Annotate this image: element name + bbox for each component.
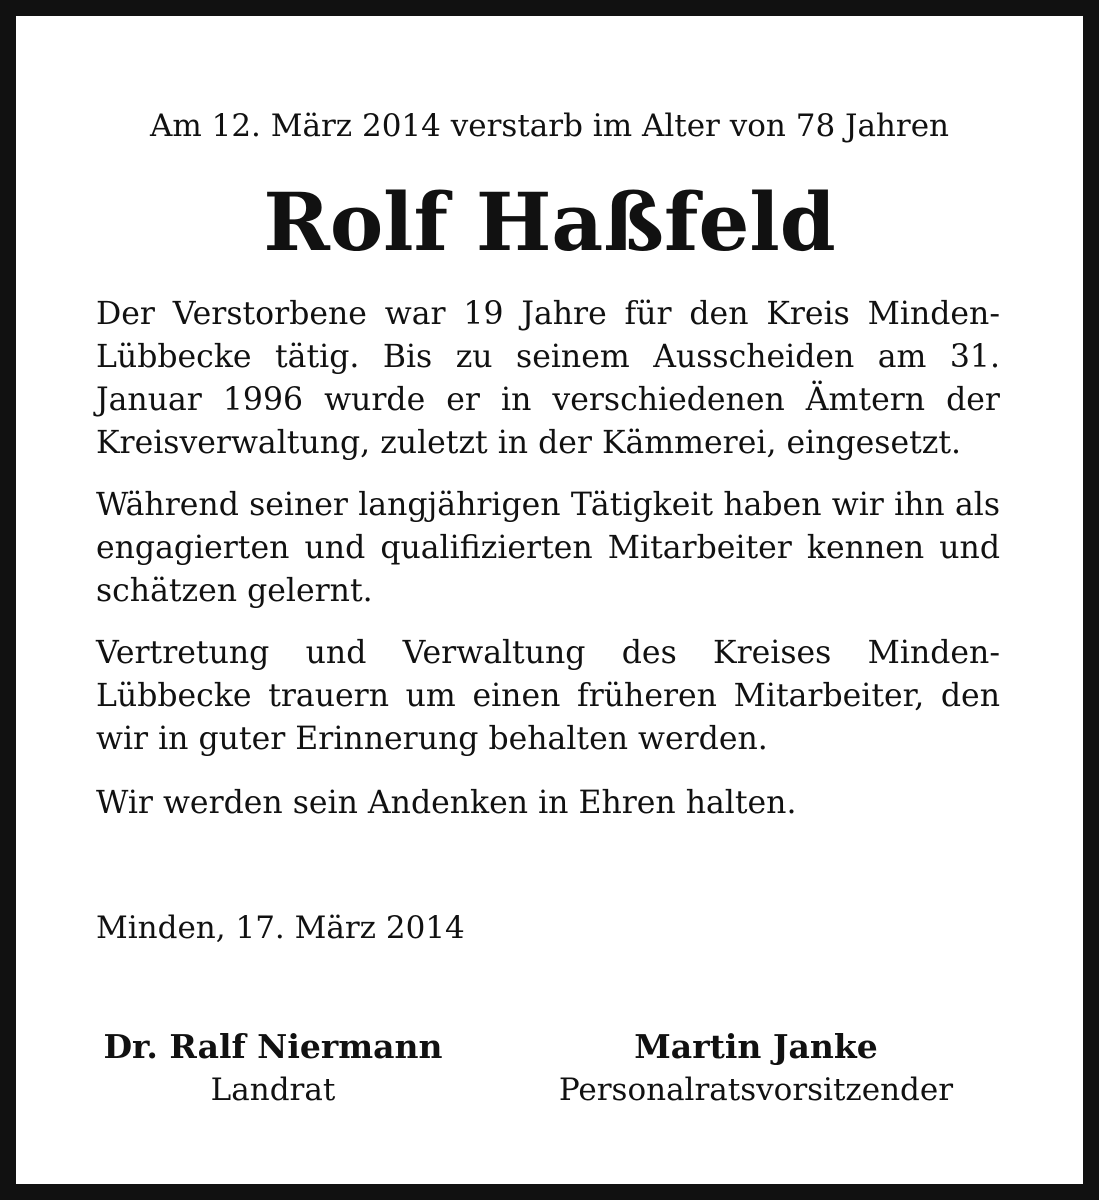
paragraph-service: Der Verstorbene war 19 Jahre für den Kreis Minden-Lübbecke tätig. Bis zu seinem Ausscheiden am 31. Januar 1996 wurde er in verschiedenen Ämtern der Kreisverwaltung, zuletzt in der Kämmerei, eingesetzt. [96, 296, 1000, 461]
signer-left [86, 1024, 460, 1110]
paragraph-appreciation: Während seiner langjährigen Tätigkeit haben wir ihn als engagierten und qualifizierten Mitarbeiter kennen und schätzen gelernt. [96, 487, 1000, 609]
intro-line: Am 12. März 2014 verstarb im Alter von 78 Jahren [149, 108, 950, 144]
signer-right [556, 1024, 956, 1110]
paragraph-mourning: Vertretung und Verwaltung des Kreises Minden-Lübbecke trauern um einen früheren Mitarbeiter, den wir in guter Erinnerung behalten werden. [96, 635, 1000, 757]
signer-role: Landrat [210, 1072, 336, 1108]
signer-role: Personalratsvorsitzender [558, 1072, 954, 1108]
paragraph-remembrance: Wir werden sein Andenken in Ehren halten. [96, 785, 797, 821]
signer-name: Martin Janke [634, 1027, 878, 1066]
deceased-name: Rolf Haßfeld [263, 175, 836, 269]
signer-name: Dr. Ralf Niermann [103, 1027, 443, 1066]
place-date: Minden, 17. März 2014 [96, 910, 465, 946]
